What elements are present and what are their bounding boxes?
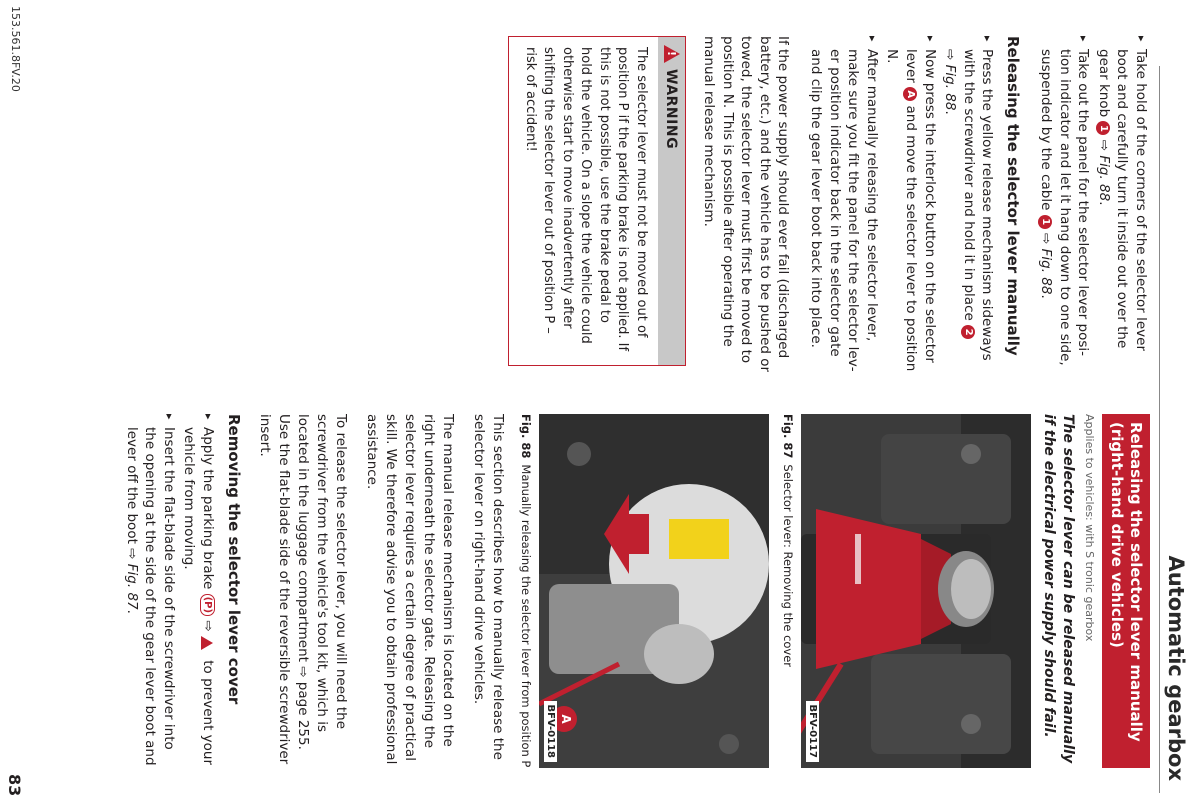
release-steps [807,36,997,376]
step-press-yellow: ▸ Press the yellow release mechanism sideways with the screwdriver and hold it in place 2 ⇨ Fig. 88. [941,36,997,376]
callout-1: 1 [1096,121,1110,135]
remove-cover-heading: Removing the selector lever cover [225,414,243,705]
figure-code: BFV-0118 [544,701,557,762]
figure-88-caption: Fig. 88Manually releasing the selector lever from position P [519,414,533,768]
callout-a: A [903,87,917,101]
right-column [120,414,1150,768]
release-heading: Releasing the selector lever manually [1004,36,1023,356]
step-apply-brake: ▸ Apply the parking brake (P) ⇨ to prevent your vehicle from moving. [180,414,217,768]
parking-brake-icon: (P) [200,594,215,616]
callout-1: 1 [1038,215,1052,229]
figure-87-image [801,414,1031,768]
warning-triangle-icon [201,636,213,650]
lead-text: The selector lever can be released manually if the electrical power supply should fail. [1041,414,1076,764]
step-take-out-panel: ▸ Take out the panel for the selector lever position indicator and let it hang down to one side, suspended by the cable 1 ⇨ Fig. 88. [1036,36,1092,376]
paragraph-tools: To release the selector lever, you will need the screwdriver from the vehicle's tool kit, which is located in the luggage compartment ⇨ page 255. Use the flat-blade side of the reversible screwdriver insert. [257,414,349,765]
warning-triangle-icon: ! [664,45,680,63]
paragraph-purpose: This section describes how to manually release the selector lever on right-hand drive vehicles. [471,414,506,760]
file-id: 153.561.8FV.20 [9,6,22,92]
figure-ref[interactable]: Fig. 88 [1038,248,1055,295]
figure-ref[interactable]: Fig. 87 [123,563,140,610]
section-title: Automatic gearbox [1164,555,1188,781]
figure-ref[interactable]: Fig. 88 [1095,155,1112,202]
left-column [508,36,1150,376]
warning-header: ! WARNING [658,37,685,365]
header-rule [1159,66,1160,793]
intro-steps [1036,36,1150,376]
figure-marker-a: A [559,714,573,724]
figure-87-caption: Fig. 87Selector lever: Removing the cover [781,414,795,668]
page-number: 83 [5,774,24,796]
applies-to: Applies to vehicles: with S tronic gearbox [1083,414,1096,642]
paragraph-location: The manual release mechanism is located on the right underneath the selector gate. Releasing the selector lever requires a certain degree of practical skill. We therefore advise you to obtain professional assistance. [364,414,456,765]
figure-ref[interactable]: ⇨ Fig. 88 [942,49,959,111]
topic-title: Releasing the selector lever manually (right-hand drive vehicles) [1102,414,1150,768]
remove-cover-steps [122,414,217,768]
figure-88-image [539,414,769,768]
step-turn-boot: ▸ Take hold of the corners of the selector lever boot and carefully turn it inside out over the gear knob 1 ⇨ Fig. 88. [1094,36,1150,376]
step-refit-panel: ▸ After manually releasing the selector lever, make sure you fit the panel for the selector lever position indicator back in the selector gate and clip the gear lever boot back into place. [807,36,881,376]
figure-code: BFV-0117 [806,701,819,762]
warning-text: The selector lever must not be moved out of position P if the parking brake is not applied. If this is not possible, use the brake pedal to hold the vehicle. On a slope the vehicle could otherwise start to move inadvertently after shifting the selector lever out of position P – risk of accident! [509,37,658,365]
step-interlock: ▸ Now press the interlock button on the selector lever A and move the selector lever to position N. [883,36,939,376]
callout-2: 2 [961,325,975,339]
step-insert-screwdriver: ▸ Insert the flat-blade side of the screwdriver into the opening at the side of the gear lever boot and lever off the boot ⇨ Fig. 87. [122,414,178,768]
power-fail-paragraph: If the power supply should ever fail (discharged battery, etc.) and the vehicle has to be pushed or towed, the selector lever must first be moved to position N. This is possible after operating the manual release mechanism. [701,36,792,373]
warning-box [508,36,686,366]
